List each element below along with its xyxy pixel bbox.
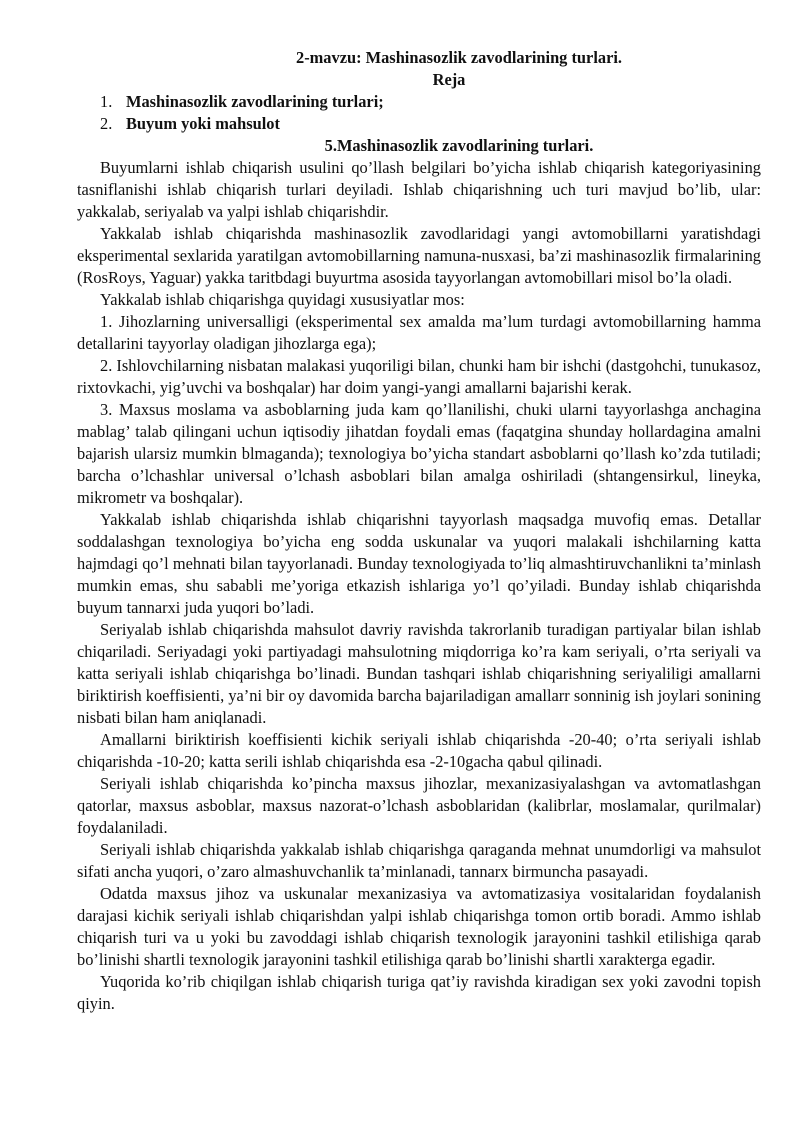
paragraph: Yuqorida ko’rib chiqilgan ishlab chiqarish turiga qat’iy ravishda kiradigan sex yoki zavodni topish qiyin. (77, 972, 761, 1013)
plan-item-text: Mashinasozlik zavodlarining turlari; (126, 92, 384, 111)
plan-item (77, 113, 761, 135)
paragraph: Seriyali ishlab chiqarishda yakkalab ishlab chiqarishga qaraganda mehnat unumdorligi va mahsulot sifati ancha yuqori, o’zaro almashuvchanlik ta’minlanadi, tannarx birmuncha pasayadi. (77, 840, 761, 881)
section-title: 5.Mashinasozlik zavodlarining turlari. (324, 136, 594, 155)
paragraph: 1. Jihozlarning universalligi (eksperimental sex amalda ma’lum turdagi avtomobillarning hamma detallarini tayyorlay oladigan jihozlarga ega); (77, 312, 761, 353)
paragraph: Buyumlarni ishlab chiqarish usulini qo’llash belgilari bo’yicha ishlab chiqarish kategoriyasining tasniflanishi ishlab chiqarish turlari deyiladi. Ishlab chiqarishning uch turi mavjud bo’lib, ular: yakkalab, seriyalab va yalpi ishlab chiqarishdir. (77, 158, 761, 221)
paragraph: Yakkalab ishlab chiqarishga quyidagi xususiyatlar mos: (100, 290, 465, 309)
plan-item-number: 1. (100, 92, 113, 111)
paragraph: Odatda maxsus jihoz va uskunalar mexanizasiya va avtomatizasiya vositalaridan foydalanish darajasi kichik seriyali ishlab chiqarishdan yalpi ishlab chiqarishga tomon ortib boradi. Ammo ishlab chiqarish turi va u yoki bu zavoddagi ishlab chiqarish texnologik jarayonini tashkil etilishiga qarab bo’linishi shartli texnologik jarayonini tashkil etilishiga qarab bo’linishi shartli xarakterga egadir. (77, 884, 761, 969)
plan-list (77, 91, 761, 135)
plan-heading: Reja (432, 70, 466, 89)
paragraph: 3. Maxsus moslama va asboblarning juda kam qo’llanilishi, chuki ularni tayyorlashga anchagina mablag’ talab qilingani uchun iqtisodiy jihatdan foydali emas (faqatgina shunday hollardagina amalni bajarish ularsiz mumkin blmaganda); texnologiya bo’yicha standart asboblarni qo’llash ko’zda tutiladi; barcha o’lchashlar universal o’lchash asboblari bilan amalga oshiriladi (shtangensirkul, lineyka, mikrometr va boshqalar). (77, 400, 761, 507)
plan-item-number: 2. (100, 114, 113, 133)
plan-item-text: Buyum yoki mahsulot (126, 114, 280, 133)
paragraph: Seriyalab ishlab chiqarishda mahsulot davriy ravishda takrorlanib turadigan partiyalar bilan ishlab chiqariladi. Seriyadagi yoki partiyadagi mahsulotning miqdorriga ko’ra kam seriyali, o’rta seriyali va katta seriyali ishlab chiqarishga bo’linadi. Bundan tashqari ishlab chiqarishning seriyaliligi amallarni biriktirish koeffisienti, ya’ni bir oy davomida barcha bajariladigan amallarr sonninig ish joylari sonining nisbati bilan ham aniqlanadi. (77, 620, 761, 727)
paragraph: 2. Ishlovchilarning nisbatan malakasi yuqoriligi bilan, chunki ham bir ishchi (dastgohchi, tunukasoz, rixtovkachi, yig’uvchi va boshqalar) har doim yangi-yangi amallarni bajarishi kerak. (77, 356, 761, 397)
paragraph: Yakkalab ishlab chiqarishda mashinasozlik zavodlaridagi yangi avtomobillarni yaratishdagi eksperimental sexlarida yaratilgan avtomobillarning namuna-nusxasi, ba’zi mashinasozlik firmalarining (RosRoys, Yaguar) yakka taritbdagi buyurtma asosida tayyorlangan avtomobillari misol bo’la oladi. (77, 224, 761, 287)
paragraph: Seriyali ishlab chiqarishda ko’pincha maxsus jihozlar, mexanizasiyalashgan va avtomatlashgan qatorlar, maxsus asboblar, maxsus nazorat-o’lchash asboblaridan (kalibrlar, moslamalar, qurilmalar) foydalaniladi. (77, 774, 761, 837)
plan-item (77, 91, 761, 113)
paragraph: Yakkalab ishlab chiqarishda ishlab chiqarishni tayyorlash maqsadga muvofiq emas. Detallar soddalashgan texnologiya bo’yicha eng sodda uskunalar va yuqori malakali ishchilarning katta hajmdagi qo’l mehnati bilan tayyorlanadi. Bunday texnologiyada to’liq almashtiruvchanlikni ta’minlash mumkin emas, shu sababli me’yoriga etkazish ishlariga yo’l qo’yiladi. Bunday ishlab chiqarishda buyum tannarxi juda yuqori bo’ladi. (77, 510, 761, 617)
document-page (77, 47, 761, 1015)
paragraph: Amallarni biriktirish koeffisienti kichik seriyali ishlab chiqarishda -20-40; o’rta seriyali ishlab chiqarishda -10-20; katta serili ishlab chiqarishda esa -2-10gacha qabul qilinadi. (77, 730, 761, 771)
document-title: 2-mavzu: Mashinasozlik zavodlarining turlari. (296, 48, 622, 67)
